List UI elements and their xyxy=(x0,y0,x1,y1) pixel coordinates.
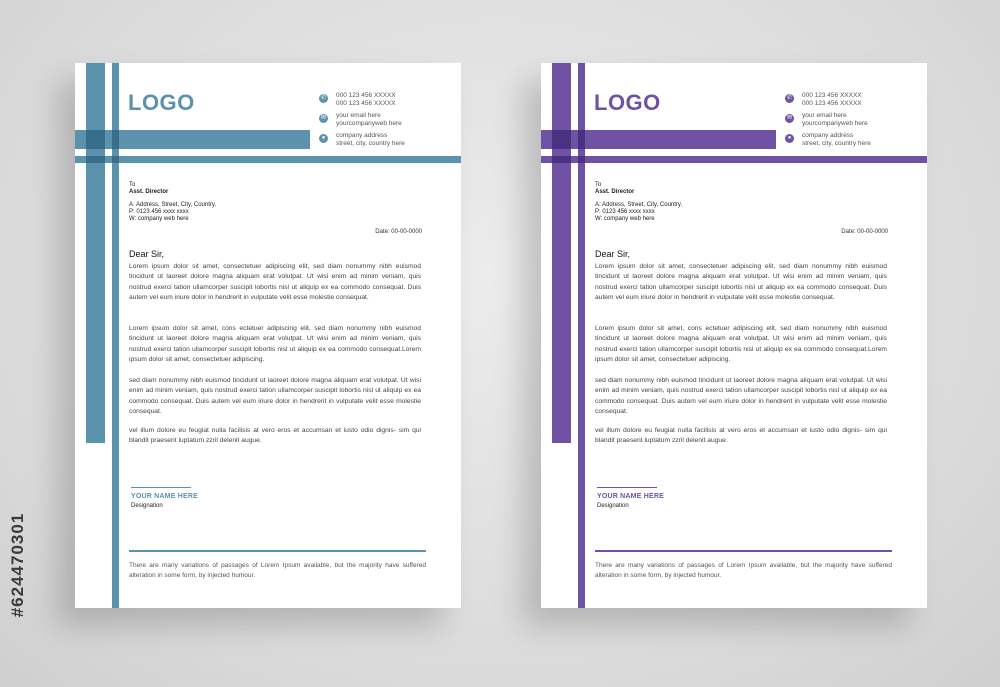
bar-intersection xyxy=(578,130,585,149)
bar-intersection xyxy=(552,156,571,163)
horizontal-bar-thick xyxy=(541,130,776,149)
footer-divider xyxy=(129,550,426,552)
logo: LOGO xyxy=(128,90,195,115)
vertical-bar-thick xyxy=(552,63,571,443)
horizontal-bar-thin xyxy=(75,156,461,163)
body-paragraph: vel illum dolore eu feugiat nulla facilisis at vero eros et accumsan et iusto odio dignis- sim qui blandit praesent luptatum zzril delenit augue. xyxy=(595,427,887,445)
email-icon: ✉ xyxy=(320,115,327,121)
signature-line xyxy=(131,487,191,488)
recipient-block: To Asst. Director A: Address, Street, City, Country. P: 0123 456 xxxx xxxx W: company web here xyxy=(595,182,683,222)
stock-id-label: #624470301 xyxy=(8,512,27,617)
bar-intersection xyxy=(86,156,105,163)
salutation: Dear Sir, xyxy=(129,249,165,259)
horizontal-bar-thin xyxy=(541,156,927,163)
bar-intersection xyxy=(578,156,585,163)
body-paragraph: Lorem ipsum dolor sit amet, cons ectetuer adipiscing elit, sed diam nonummy nibh euismod tincidunt ut laoreet dolore magna aliquam erat volutpat. Ut wisi enim ad minim veniam, quis nostrud exerci tation ullamcorper suscipit lobortis nisl ut aliquip ex ea commodo consequat.Lorem ipsum dolor sit amet, consectetuer adipiscing. xyxy=(595,325,887,363)
signature-line xyxy=(597,487,657,488)
body-paragraph: sed diam nonummy nibh euismod tincidunt ut laoreet dolore magna aliquam erat volutpat. Ut wisi enim ad minim veniam, quis nostrud exerci tation ullamcorper suscipit lobortis nisl ut aliquip ex ea commodo consequat. Duis autem vel eum iriure dolor in hendrerit in vulputate velit esse molestie consequat. xyxy=(129,377,421,415)
phone-icon: ✆ xyxy=(320,95,327,101)
letterhead-purple: LOGO ✆ 000 123 456 XXXXX 000 123 456 XXXXX ✉ your email here yourcompanyweb here ● company address street, city, country here To Asst. Director A: Address, Street, City, Country. P: 0123 456 xxxx xxxx W: company web here Date: 00-00-0000 Dear Sir, Lorem ipsum dolor sit amet, consectetuer adipiscing elit, sed diam nonummy nibh euismod tincidunt ut laoreet dolore magna aliquam erat volutpat. Ut wisi enim ad minim veniam, quis nostrud exerci tation ullamcorper suscipit lobortis nisl ut aliquip ex ea commodo consequat. Duis autem vel eum iriure dolor in hendrerit in vulputate velit esse molestie consequat. Lorem ipsum dolor sit amet, cons ectetuer adipiscing elit, sed diam nonummy nibh euismod tincidunt ut laoreet dolore magna aliquam erat volutpat. Ut wisi enim ad minim veniam, quis nostrud exerci tation ullamcorper suscipit lobortis nisl ut aliquip ex ea commodo consequat.Lorem ipsum dolor sit amet, consectetuer adipiscing. sed diam nonummy nibh euismod tincidunt ut laoreet dolore magna aliquam erat volutpat. Ut wisi enim ad minim veniam, quis nostrud exerci tation ullamcorper suscipit lobortis nisl ut aliquip ex ea commodo consequat. Duis autem vel eum iriure dolor in hendrerit in vulputate velit esse molestie consequat. vel illum dolore eu feugiat nulla facilisis at vero eros et accumsan et iusto odio dignis- sim qui blandit praesent luptatum zzril delenit augue. YOUR NAME HERE Designation There are many variations of passages of Lorem Ipsum available, but the majority have suffered alteration in some form, by injected humour. xyxy=(541,63,927,608)
location-icon: ● xyxy=(319,134,328,143)
date: Date: 00-00-0000 xyxy=(841,229,888,235)
footer-divider xyxy=(595,550,892,552)
recipient-block: To Asst. Director A: Address, Street, City, Country. P: 0123 456 xxxx xxxx W: company web here xyxy=(129,182,217,222)
vertical-bar-thick xyxy=(86,63,105,443)
phone-icon: ✆ xyxy=(786,95,793,101)
body-paragraph: Lorem ipsum dolor sit amet, consectetuer adipiscing elit, sed diam nonummy nibh euismod tincidunt ut laoreet dolore magna aliquam erat volutpat. Ut wisi enim ad minim veniam, quis nostrud exerci tation ullamcorper suscipit lobortis nisl ut aliquip ex ea commodo consequat. Duis autem vel eum iriure dolor in hendrerit in vulputate velit esse molestie consequat. xyxy=(595,263,887,301)
body-paragraph: sed diam nonummy nibh euismod tincidunt ut laoreet dolore magna aliquam erat volutpat. Ut wisi enim ad minim veniam, quis nostrud exerci tation ullamcorper suscipit lobortis nisl ut aliquip ex ea commodo consequat. Duis autem vel eum iriure dolor in hendrerit in vulputate velit esse molestie consequat. xyxy=(595,377,887,415)
signature-designation: Designation xyxy=(597,503,629,509)
footer-text: There are many variations of passages of Lorem Ipsum available, but the majority have suffered alteration in some form, by injected humour. xyxy=(595,562,892,579)
email-icon: ✉ xyxy=(786,115,793,121)
body-paragraph: Lorem ipsum dolor sit amet, cons ectetuer adipiscing elit, sed diam nonummy nibh euismod tincidunt ut laoreet dolore magna aliquam erat volutpat. Ut wisi enim ad minim veniam, quis nostrud exerci tation ullamcorper suscipit lobortis nisl ut aliquip ex ea commodo consequat.Lorem ipsum dolor sit amet, consectetuer adipiscing. xyxy=(129,325,421,363)
logo: LOGO xyxy=(594,90,661,115)
horizontal-bar-thick xyxy=(75,130,310,149)
bar-intersection xyxy=(552,130,571,149)
signature-designation: Designation xyxy=(131,503,163,509)
date: Date: 00-00-0000 xyxy=(375,229,422,235)
footer-text: There are many variations of passages of Lorem Ipsum available, but the majority have suffered alteration in some form, by injected humour. xyxy=(129,562,426,579)
body-paragraph: vel illum dolore eu feugiat nulla facilisis at vero eros et accumsan et iusto odio dignis- sim qui blandit praesent luptatum zzril delenit augue. xyxy=(129,427,421,445)
bar-intersection xyxy=(112,156,119,163)
location-icon: ● xyxy=(785,134,794,143)
bar-intersection xyxy=(86,130,105,149)
bar-intersection xyxy=(112,130,119,149)
signature-name: YOUR NAME HERE xyxy=(597,493,664,500)
signature-name: YOUR NAME HERE xyxy=(131,493,198,500)
letterhead-blue: LOGO ✆ 000 123 456 XXXXX 000 123 456 XXXXX ✉ your email here yourcompanyweb here ● company address street, city, country here To Asst. Director A: Address, Street, City, Country. P: 0123 456 xxxx xxxx W: company web here Date: 00-00-0000 Dear Sir, Lorem ipsum dolor sit amet, consectetuer adipiscing elit, sed diam nonummy nibh euismod tincidunt ut laoreet dolore magna aliquam erat volutpat. Ut wisi enim ad minim veniam, quis nostrud exerci tation ullamcorper suscipit lobortis nisl ut aliquip ex ea commodo consequat. Duis autem vel eum iriure dolor in hendrerit in vulputate velit esse molestie consequat. Lorem ipsum dolor sit amet, cons ectetuer adipiscing elit, sed diam nonummy nibh euismod tincidunt ut laoreet dolore magna aliquam erat volutpat. Ut wisi enim ad minim veniam, quis nostrud exerci tation ullamcorper suscipit lobortis nisl ut aliquip ex ea commodo consequat.Lorem ipsum dolor sit amet, consectetuer adipiscing. sed diam nonummy nibh euismod tincidunt ut laoreet dolore magna aliquam erat volutpat. Ut wisi enim ad minim veniam, quis nostrud exerci tation ullamcorper suscipit lobortis nisl ut aliquip ex ea commodo consequat. Duis autem vel eum iriure dolor in hendrerit in vulputate velit esse molestie consequat. vel illum dolore eu feugiat nulla facilisis at vero eros et accumsan et iusto odio dignis- sim qui blandit praesent luptatum zzril delenit augue. YOUR NAME HERE Designation There are many variations of passages of Lorem Ipsum available, but the majority have suffered alteration in some form, by injected humour. xyxy=(75,63,461,608)
body-paragraph: Lorem ipsum dolor sit amet, consectetuer adipiscing elit, sed diam nonummy nibh euismod tincidunt ut laoreet dolore magna aliquam erat volutpat. Ut wisi enim ad minim veniam, quis nostrud exerci tation ullamcorper suscipit lobortis nisl ut aliquip ex ea commodo consequat. Duis autem vel eum iriure dolor in hendrerit in vulputate velit esse molestie consequat. xyxy=(129,263,421,301)
salutation: Dear Sir, xyxy=(595,249,631,259)
